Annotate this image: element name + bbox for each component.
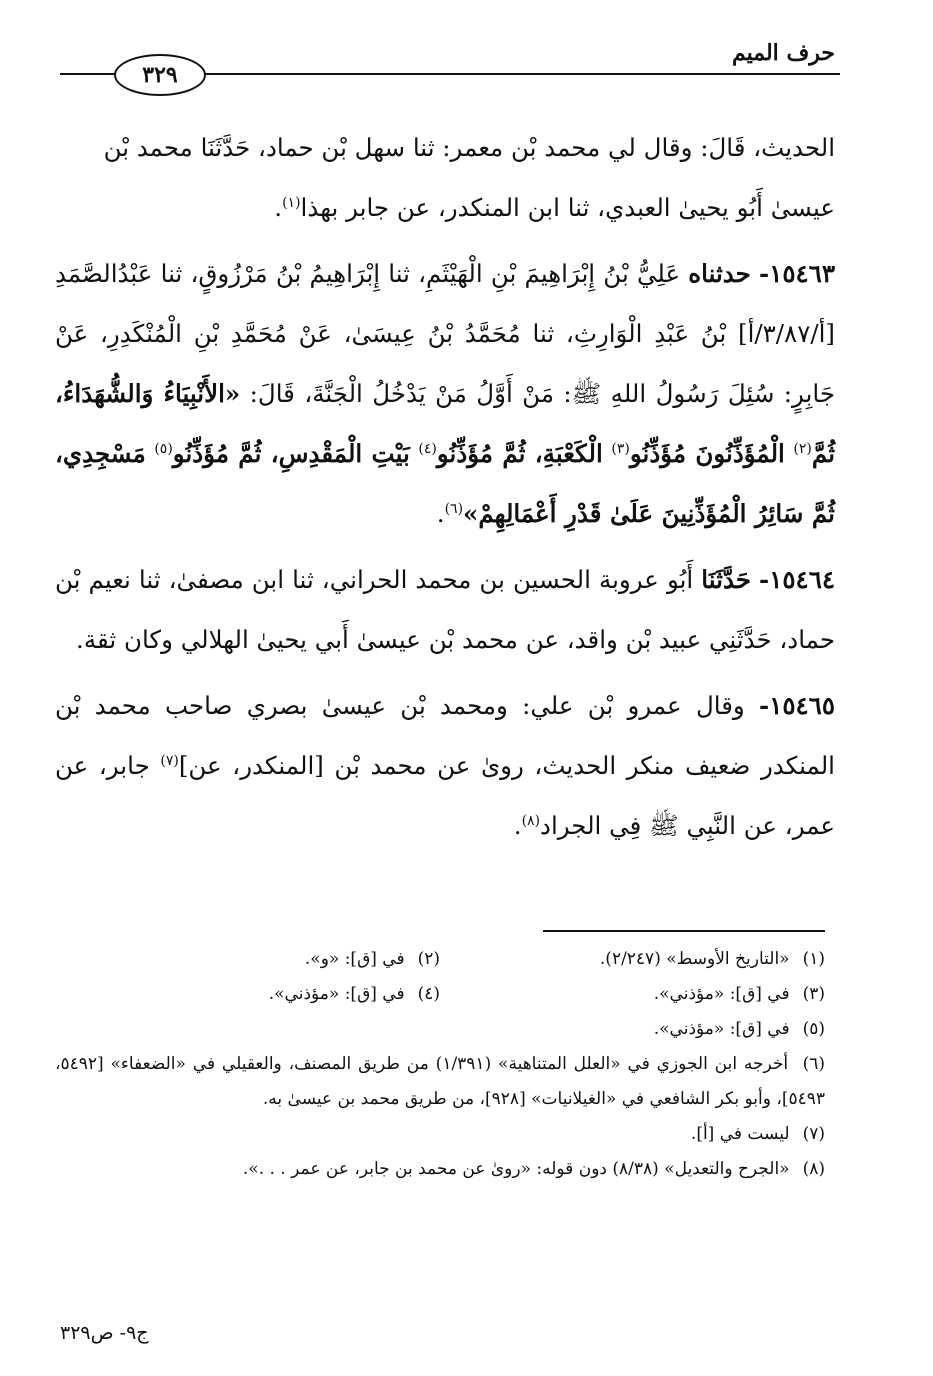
- hadith-lead: حَدَّثَنَا: [701, 565, 751, 594]
- footnote-ref-2: (٢): [793, 440, 812, 457]
- footnotes: [55, 942, 825, 1187]
- footnote-rule: [543, 930, 825, 932]
- hadith-quote-part-4: بَيْتِ الْمَقْدِسِ، ثُمَّ مُؤَذِّنُو: [172, 439, 410, 468]
- footnote-text: «التاريخ الأوسط» (٢/٢٤٧).: [599, 949, 790, 969]
- footnote-3: [440, 977, 825, 1012]
- footnote-ref-7: (٧): [160, 752, 179, 769]
- hadith-quote-part-5: مَسْجِدِي، ثُمَّ سَائِرُ الْمُؤَذِّنِينَ عَلَىٰ قَدْرِ أَعْمَالِهِمْ»: [55, 439, 835, 528]
- hadith-15465: [55, 676, 835, 856]
- footnote-ref-8: (٨): [521, 812, 541, 829]
- footnote-text: أخرجه ابن الجوزي في «العلل المتناهية» (١/٣٩١) من طريق المصنف، والعقيلي في «الضعفاء» [٥٤٩٢، ٥٤٩٣]، وأبو بكر الشافعي في «الغيلانيات» [٩٢٨]، من طريق محمد بن عيسىٰ به.: [55, 1054, 825, 1109]
- hadith-end: .: [436, 499, 445, 528]
- chapter-title: حرف الميم: [731, 40, 835, 66]
- paragraph-1-text: الحديث، قَالَ: وقال لي محمد بْن معمر: ثنا سهل بْن حماد، حَدَّثَنَا محمد بْن عيسىٰ أَبُو يحيىٰ العبدي، ثنا ابن المنكدر، عن جابر بهذا: [103, 133, 835, 222]
- footnote-text: في [ق]: «مؤذني».: [653, 984, 790, 1004]
- footnote-text: في [ق]: «مؤذني».: [268, 984, 405, 1004]
- hadith-text: أَبُو عروبة الحسين بن محمد الحراني، ثنا ابن مصفىٰ، ثنا نعيم بْن حماد، حَدَّثَنِي عبيد بْن واقد، عن محمد بْن عيسىٰ أَبي يحيىٰ الهلالي وكان ثقة.: [55, 565, 835, 654]
- footnote-text: ليست في [أ].: [690, 1124, 790, 1144]
- footnote-7: [55, 1117, 825, 1152]
- hadith-15464: [55, 550, 835, 670]
- footnote-number: (٥): [802, 1019, 825, 1039]
- footnote-5: [55, 1012, 825, 1047]
- paragraph-1: [55, 118, 835, 238]
- footnote-row: [55, 1117, 825, 1152]
- volume-page-marker: ج٩- ص٣٢٩: [60, 1322, 149, 1344]
- hadith-end: .: [513, 811, 522, 840]
- hadith-number: ١٥٤٦٥-: [759, 691, 835, 720]
- footnote-ref-4: (٤): [418, 440, 437, 457]
- page-number: ٣٢٩: [142, 62, 178, 88]
- footnote-number: (٤): [417, 984, 440, 1004]
- footnote-row: [55, 977, 825, 1012]
- footnote-ref-6: (٦): [444, 500, 464, 517]
- footnote-1: [440, 942, 825, 977]
- paragraph-1-end: .: [274, 193, 283, 222]
- hadith-quote-part-1: «الأَنْبِيَاءُ وَالشُّهَدَاءُ، ثُمَّ: [55, 379, 836, 468]
- footnote-number: (٨): [802, 1159, 825, 1179]
- footnote-text: «الجرح والتعديل» (٨/٣٨) دون قوله: «روىٰ عن محمد بن جابر، عن عمر . . .».: [242, 1159, 790, 1179]
- footnote-text: في [ق]: «مؤذني».: [653, 1019, 790, 1039]
- footnote-6: [55, 1047, 825, 1117]
- footnote-row: [55, 1012, 825, 1047]
- footnote-number: (٣): [802, 984, 825, 1004]
- footnote-2: [55, 942, 440, 977]
- hadith-number: ١٥٤٦٤-: [759, 565, 836, 594]
- footnote-ref-5: (٥): [154, 440, 173, 457]
- footnote-text: في [ق]: «و».: [304, 949, 405, 969]
- hadith-text-part-1: وقال عمرو بْن علي: ومحمد بْن عيسىٰ بصري صاحب محمد بْن المنكدر ضعيف منكر الحديث، روىٰ عن محمد بْن [المنكدر، عن]: [55, 691, 835, 780]
- footnote-number: (١): [802, 949, 825, 969]
- footnote-number: (٢): [417, 949, 440, 969]
- hadith-quote-part-2: الْمُؤَذِّنُونَ مُؤَذِّنُو: [629, 439, 785, 468]
- hadith-15463: [55, 244, 835, 544]
- footnote-ref-3: (٣): [611, 440, 630, 457]
- hadith-text-part-2: جابر، عن عمر، عن النَّبِي ﷺ فِي الجراد: [55, 751, 835, 840]
- page-number-badge: [114, 54, 206, 96]
- footnote-number: (٧): [802, 1124, 825, 1144]
- footnote-ref-1: (١): [282, 194, 301, 211]
- hadith-chain: عَلِيُّ بْنُ إِبْرَاهِيمَ بْنِ الْهَيْثَمِ، ثنا إِبْرَاهِيمُ بْنُ مَرْزُوقٍ، ثنا عَبْدُالصَّمَدِ [أ/٣/٨٧/أ] بْنُ عَبْدِ الْوَارِثِ، ثنا مُحَمَّدُ بْنُ عِيسَىٰ، عَنْ مُحَمَّدِ بْنِ الْمُنْكَدِرِ، عَنْ جَابِرٍ: سُئِلَ رَسُولُ اللهِ ﷺ: مَنْ أَوَّلُ مَنْ يَدْخُلُ الْجَنَّةَ، قَالَ:: [55, 259, 835, 408]
- hadith-quote-part-3: الْكَعْبَةِ، ثُمَّ مُؤَذِّنُو: [436, 439, 603, 468]
- hadith-number: ١٥٤٦٣-: [759, 259, 835, 288]
- footnote-number: (٦): [802, 1054, 825, 1074]
- footnote-row: [55, 942, 825, 977]
- main-text: [55, 118, 835, 862]
- footnote-4: [55, 977, 440, 1012]
- footnote-8: [55, 1152, 825, 1187]
- hadith-lead: حدثناه: [688, 259, 751, 288]
- footnote-row: [55, 1047, 825, 1117]
- footnote-row: [55, 1152, 825, 1187]
